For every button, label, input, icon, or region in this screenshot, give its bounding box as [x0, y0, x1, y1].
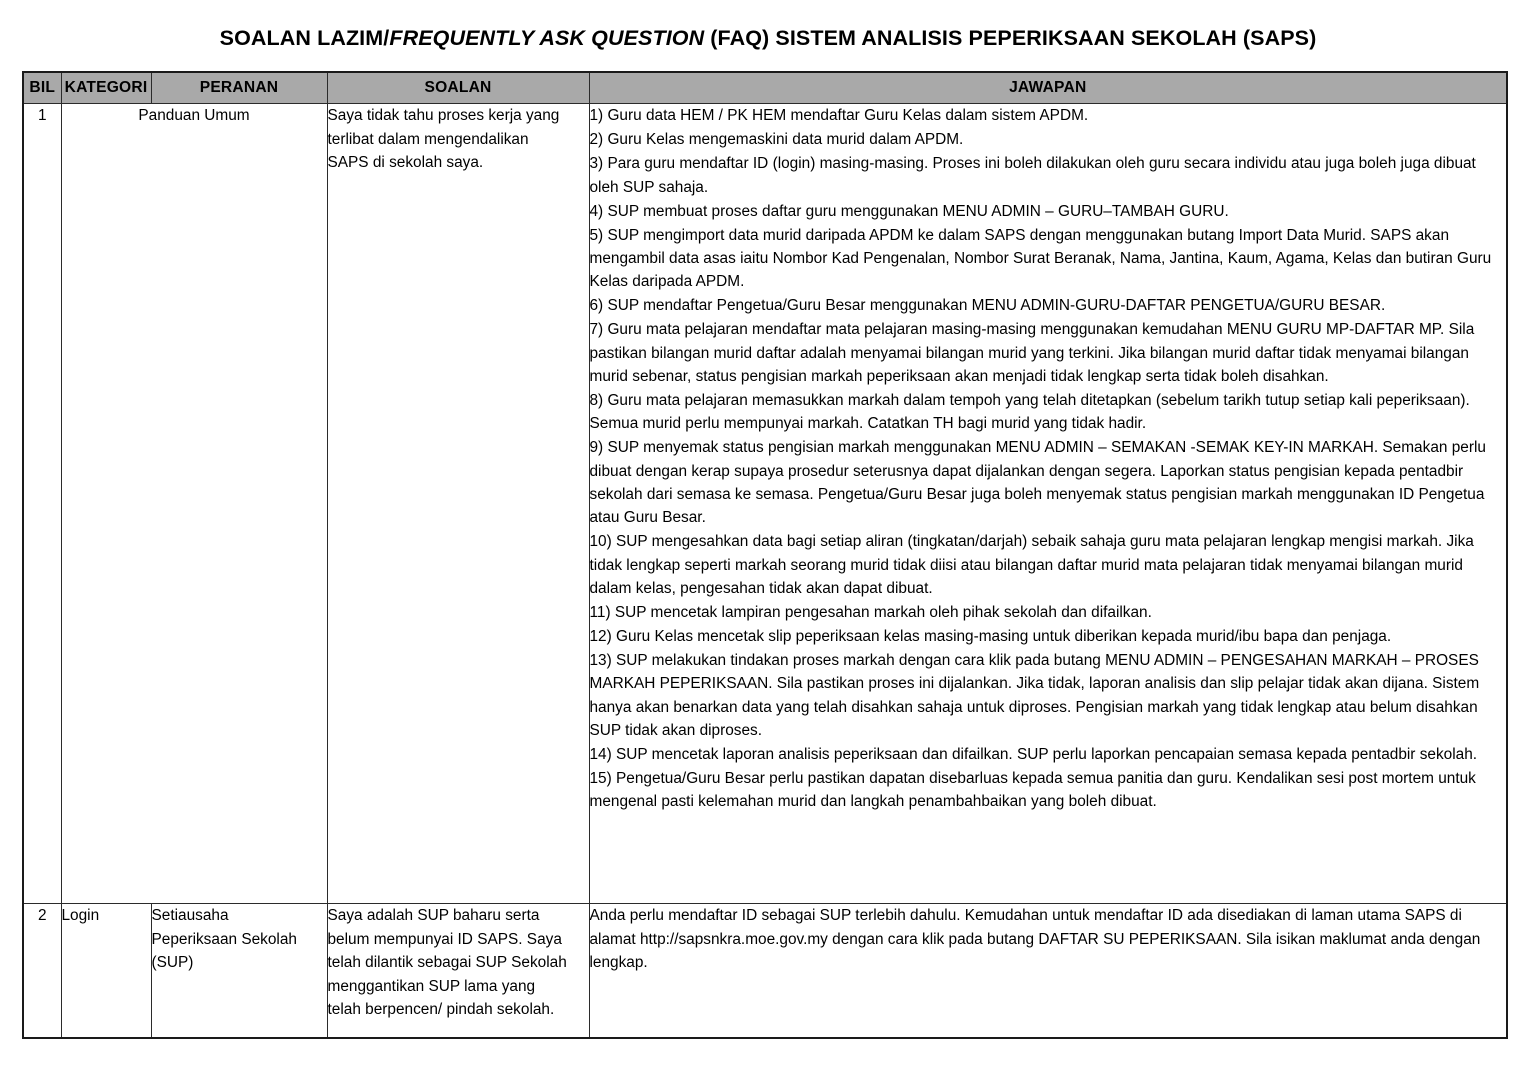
soalan-line: telah dilantik sebagai SUP Sekolah [327, 954, 567, 972]
page-title-italic: FREQUENTLY ASK QUESTION [389, 26, 705, 50]
cell-bil-2: 2 [23, 904, 61, 1038]
peranan-line: (SUP) [151, 954, 194, 972]
jawapan-item: 8) Guru mata pelajaran memasukkan markah dalam tempoh yang telah ditetapkan (sebelum tarikh tutup setiap kali peperiksaan). Semua murid perlu mempunyai markah. Catatkan TH bagi murid yang tidak hadir. [589, 391, 1470, 433]
table-row [23, 104, 1507, 904]
jawapan-list-1 [590, 104, 1507, 813]
soalan-line: menggantikan SUP lama yang [327, 977, 536, 995]
cell-peranan-2 [151, 904, 327, 1038]
peranan-text-2 [152, 904, 327, 974]
jawapan-item: 3) Para guru mendaftar ID (login) masing-masing. Proses ini boleh dilakukan oleh guru secara individu atau juga boleh juga dibuat oleh SUP sahaja. [589, 155, 1476, 196]
jawapan-item: 15) Pengetua/Guru Besar perlu pastikan dapatan disebarluas kepada semua panitia dan guru. Kendalikan sesi post mortem untuk mengenal pasti kelemahan murid dan langkah penambahbaikan yang boleh dibuat. [589, 769, 1476, 811]
soalan-line: Saya adalah SUP baharu serta [327, 907, 540, 925]
jawapan-item: 5) SUP mengimport data murid daripada APDM ke dalam SAPS dengan menggunakan butang Import Data Murid. SAPS akan mengambil data asas iaitu Nombor Kad Pengenalan, Nombor Surat Beranak, Nama, Jantina, Kaum, Agama, Kelas dan butiran Guru Kelas daripada APDM. [589, 226, 1492, 291]
jawapan-item: 7) Guru mata pelajaran mendaftar mata pelajaran masing-masing menggunakan kemudahan MENU GURU MP-DAFTAR MP. Sila pastikan bilangan murid daftar adalah menyamai bilangan murid yang terkini. Jika bilangan murid daftar tidak menyamai bilangan murid sebenar, status pengisian markah peperiksaan akan menjadi tidak lengkap serta tidak boleh disahkan. [589, 321, 1475, 385]
soalan-line: belum mempunyai ID SAPS. Saya [327, 930, 562, 948]
table-header [23, 72, 1507, 104]
page-title [0, 0, 1536, 52]
jawapan-item: 9) SUP menyemak status pengisian markah menggunakan MENU ADMIN – SEMAKAN -SEMAK KEY-IN MARKAH. Semakan perlu dibuat dengan kerap supaya prosedur seterusnya dapat dijalankan dengan segera. Laporkan status pengisian kepada pentadbir sekolah dari semasa ke semasa. Pengetua/Guru Besar juga boleh menyemak status pengisian markah menggunakan ID Pengetua atau Guru Besar. [589, 439, 1486, 527]
jawapan-item: 10) SUP mengesahkan data bagi setiap aliran (tingkatan/darjah) sebaik sahaja guru mata pelajaran lengkap mengisi markah. Jika tidak lengkap seperti markah seorang murid tidak diisi atau bilangan daftar murid mata pelajaran tidak menyamai bilangan murid dalam kelas, pengesahan tidak akan dapat dibuat. [589, 533, 1474, 598]
column-header-peranan: PERANAN [151, 72, 327, 104]
jawapan-item: 12) Guru Kelas mencetak slip peperiksaan kelas masing-masing untuk diberikan kepada murid/ibu bapa dan penjaga. [589, 627, 1392, 645]
jawapan-item: 13) SUP melakukan tindakan proses markah dengan cara klik pada butang MENU ADMIN – PENGESAHAN MARKAH – PROSES MARKAH PEPERIKSAAN. Sila pastikan proses ini dijalankan. Jika tidak, laporan analisis dan slip pelajar tidak akan dijana. Sistem hanya akan benarkan data yang telah disahkan sahaja untuk diproses. Pengisian markah yang tidak lengkap atau belum disahkan SUP tidak akan diproses. [589, 651, 1480, 740]
page-title-part1: SOALAN LAZIM/ [219, 26, 390, 50]
cell-bil-1: 1 [23, 104, 61, 904]
page-title-part2: (FAQ) SISTEM ANALISIS PEPERIKSAAN SEKOLAH (SAPS) [704, 26, 1317, 50]
table-header-row [23, 72, 1507, 104]
soalan-line: terlibat dalam mengendalikan [327, 130, 529, 148]
cell-kategori-peranan-1: Panduan Umum [61, 104, 327, 904]
jawapan-item: 6) SUP mendaftar Pengetua/Guru Besar menggunakan MENU ADMIN-GURU-DAFTAR PENGETUA/GURU BESAR. [589, 297, 1386, 315]
column-header-jawapan: JAWAPAN [589, 72, 1507, 104]
cell-kategori-2: Login [61, 904, 151, 1038]
soalan-text-2 [328, 904, 589, 1021]
table-body [23, 104, 1507, 1038]
table-row [23, 904, 1507, 1038]
soalan-line: Saya tidak tahu proses kerja yang [327, 107, 560, 125]
cell-jawapan-1 [589, 104, 1507, 904]
peranan-line: Peperiksaan Sekolah [151, 930, 297, 948]
soalan-line: telah berpencen/ pindah sekolah. [327, 1001, 555, 1019]
faq-table [22, 71, 1508, 1039]
soalan-text-1 [328, 104, 589, 174]
column-header-soalan: SOALAN [327, 72, 589, 104]
soalan-line: SAPS di sekolah saya. [327, 154, 484, 172]
jawapan-item: 11) SUP mencetak lampiran pengesahan markah oleh pihak sekolah dan difailkan. [589, 604, 1152, 622]
jawapan-text-2: Anda perlu mendaftar ID sebagai SUP terlebih dahulu. Kemudahan untuk mendaftar ID ada disediakan di laman utama SAPS di alamat http://sapsnkra.moe.gov.my dengan cara klik pada butang DAFTAR SU PEPERIKSAAN. Sila isikan maklumat anda dengan lengkap. [589, 907, 1481, 972]
cell-jawapan-2 [589, 904, 1507, 1038]
jawapan-item: 4) SUP membuat proses daftar guru menggunakan MENU ADMIN – GURU–TAMBAH GURU. [589, 202, 1229, 220]
cell-soalan-1 [327, 104, 589, 904]
column-header-kategori: KATEGORI [61, 72, 151, 104]
column-header-bil: BIL [23, 72, 61, 104]
jawapan-item: 2) Guru Kelas mengemaskini data murid dalam APDM. [589, 131, 964, 149]
cell-soalan-2 [327, 904, 589, 1038]
jawapan-item: 14) SUP mencetak laporan analisis peperiksaan dan difailkan. SUP perlu laporkan pencapaian semasa kepada pentadbir sekolah. [589, 745, 1478, 763]
jawapan-item: 1) Guru data HEM / PK HEM mendaftar Guru Kelas dalam sistem APDM. [589, 107, 1089, 125]
peranan-line: Setiausaha [151, 907, 229, 925]
